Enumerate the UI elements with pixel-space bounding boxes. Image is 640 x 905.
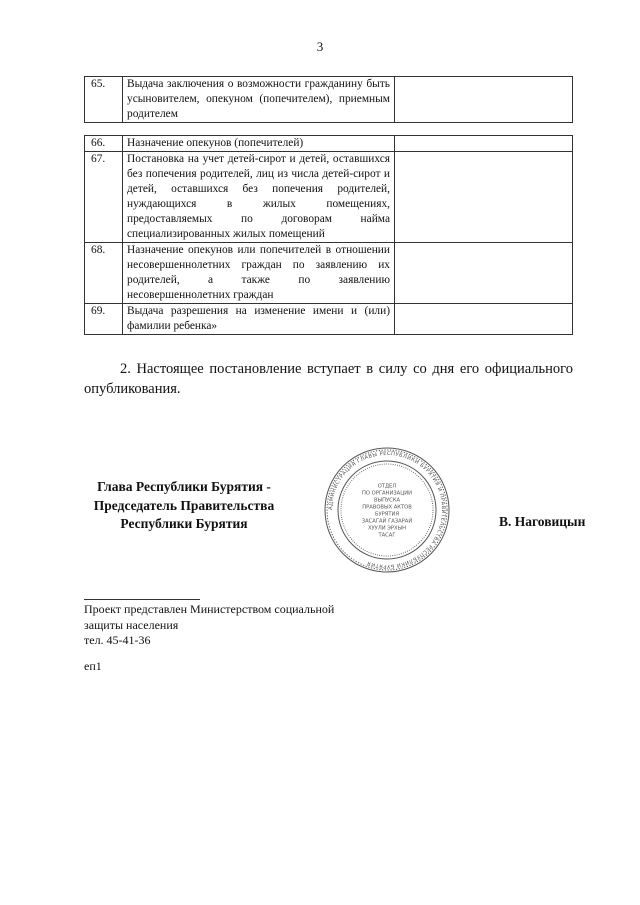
footnote-phone: тел. 45-41-36 [84,633,151,647]
service-name: Выдача разрешения на изменение имени и (или) фамилии ребенка» [123,304,395,335]
table-row [85,243,573,304]
seal-center-text [362,484,413,539]
footnote-line: защиты населения [84,617,179,632]
seal-center-line: БУРЯТИЯ [374,511,400,518]
seal-center-line: ПРАВОВЫХ АКТОВ [362,504,412,511]
seal-center-line: ЗАСАГАЙ ГАЗАРАЙ [361,518,413,525]
empty-cell [395,243,573,304]
seal-ring-text: АДМИНИСТРАЦИЯ ГЛАВЫ РЕСПУБЛИКИ БУРЯТИЯ И ПРАВИТЕЛЬСТВА РЕСПУБЛИКИ БУРЯТИЯ [327,450,447,570]
service-name: Постановка на учет детей-сирот и детей, оставшихся без попечения родителей, лиц из числа детей-сирот и детей, оставшихся без попечения родителей, нуждающихся в жилых помещениях, предоставляемых по договорам найма специализированных жилых помещений [123,152,395,243]
position-line: Республики Бурятия [120,516,248,531]
row-number: 67. [85,152,123,243]
position-line: Председатель Правительства [93,497,275,513]
row-number: 69. [85,304,123,335]
page-number: 3 [316,39,324,54]
footnote-code: еп1 [84,658,102,673]
table-row [85,77,573,123]
official-seal-stamp [323,446,451,574]
footnote-line: Проект представлен Министерством социальной [84,602,335,616]
row-number: 68. [85,243,123,304]
empty-cell [395,304,573,335]
table-row [85,152,573,243]
empty-cell [395,136,573,152]
row-number: 65. [85,77,123,123]
seal-center-line: ВЫПУСКА [373,497,401,504]
services-table [84,135,573,335]
effective-date-paragraph: 2. Настоящее постановление вступает в силу со дня его официального опубликования. [84,361,573,397]
empty-cell [395,77,573,123]
position-line: Глава Республики Бурятия - [97,479,271,494]
seal-center-line: ОТДЕЛ [377,483,397,490]
service-name: Назначение опекунов (попечителей) [123,136,395,152]
services-table-continued [84,76,573,123]
footnote-block [84,602,334,674]
table-row [85,304,573,335]
footnote-separator [84,599,200,600]
seal-center-line: ТАСАГ [378,532,396,539]
table-row [85,136,573,152]
signatory-position [84,478,284,534]
row-number: 66. [85,136,123,152]
empty-cell [395,152,573,243]
seal-center-line: ПО ОРГАНИЗАЦИИ [361,490,413,497]
service-name: Назначение опекунов или попечителей в отношении несовершеннолетних граждан по заявлению их родителей, а также по заявлению несовершеннолетних граждан [123,243,395,304]
seal-center-line: ХУУЛИ ЭРХЫН [367,525,407,532]
signatory-name: В. Наговицын [499,514,586,529]
service-name: Выдача заключения о возможности гражданину быть усыновителем, опекуном (попечителем), приемным родителем [123,77,395,123]
